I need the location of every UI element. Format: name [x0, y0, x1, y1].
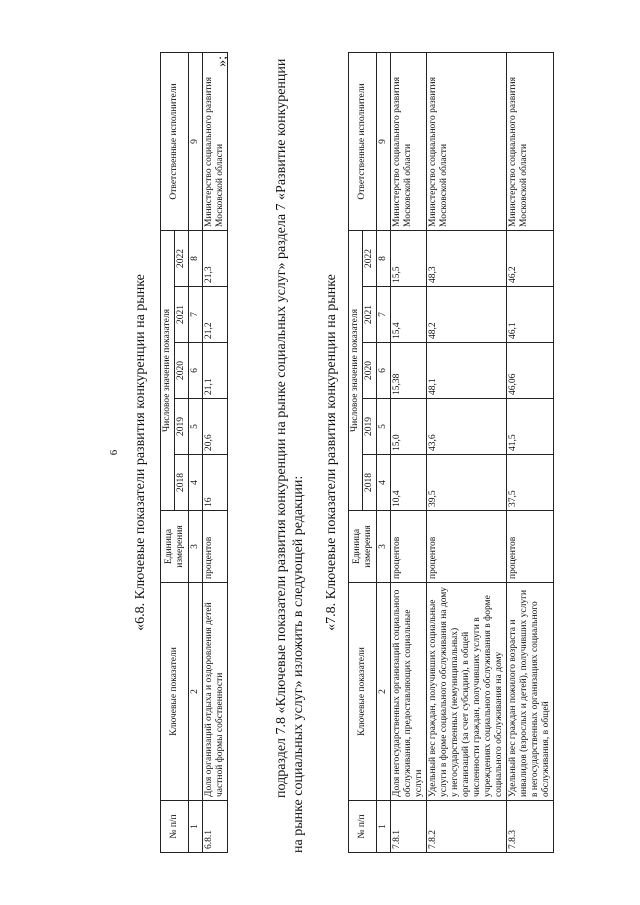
header-indicator: Ключевые показатели [349, 583, 377, 801]
row-unit: процентов [427, 511, 507, 583]
col-number: 6 [377, 343, 391, 399]
col-number: 7 [377, 287, 391, 343]
row-value: 48,1 [427, 343, 507, 399]
header-year: 2020 [363, 343, 377, 399]
header-values-group: Числовое значение показателя [349, 231, 363, 511]
row-num: 7.8.2 [427, 801, 507, 853]
table-7-8 [348, 52, 554, 853]
header-responsible: Ответственные исполнители [349, 53, 377, 231]
row-responsible: Министерство социального развития Московской области [203, 53, 228, 231]
row-indicator: Доля негосударственных организаций социального обслуживания, предоставляющих социальные услуги [391, 583, 427, 801]
col-number: 8 [377, 231, 391, 287]
row-value: 37,5 [507, 455, 554, 511]
row-value: 15,4 [391, 287, 427, 343]
header-unit: Единица измерения [161, 511, 189, 583]
col-number: 5 [377, 399, 391, 455]
table-row [391, 53, 427, 853]
row-value: 48,2 [427, 287, 507, 343]
row-value: 41,5 [507, 399, 554, 455]
row-value: 21,3 [203, 231, 228, 287]
amendment-paragraph: подраздел 7.8 «Ключевые показатели развития конкуренции на рынке социальных услуг» раздела 7 «Развитие конкуренции на рынке социальных услуг» изложить в следующей редакции: [274, 58, 306, 853]
col-number: 8 [189, 231, 203, 287]
col-number: 7 [189, 287, 203, 343]
row-value: 21,1 [203, 343, 228, 399]
header-year: 2019 [363, 399, 377, 455]
row-value: 46,2 [507, 231, 554, 287]
row-value: 15,5 [391, 231, 427, 287]
header-year: 2021 [175, 287, 189, 343]
row-unit: процентов [203, 511, 228, 583]
col-number: 1 [189, 801, 203, 853]
header-unit: Единица измерения [349, 511, 377, 583]
table-row [427, 53, 507, 853]
header-num: № п/п [161, 801, 189, 853]
page-number: 6 [108, 449, 120, 456]
col-number: 3 [377, 511, 391, 583]
header-year: 2022 [363, 231, 377, 287]
col-number: 6 [189, 343, 203, 399]
row-num: 6.8.1 [203, 801, 228, 853]
row-value: 39,5 [427, 455, 507, 511]
header-year: 2022 [175, 231, 189, 287]
col-number: 3 [189, 511, 203, 583]
row-value: 10,4 [391, 455, 427, 511]
header-num: № п/п [349, 801, 377, 853]
table-row [507, 53, 554, 853]
header-year: 2021 [363, 287, 377, 343]
row-value: 15,38 [391, 343, 427, 399]
row-value: 16 [203, 455, 228, 511]
col-number: 9 [189, 53, 203, 231]
header-year: 2019 [175, 399, 189, 455]
col-number: 9 [377, 53, 391, 231]
row-value: 46,06 [507, 343, 554, 399]
row-unit: процентов [507, 511, 554, 583]
table-row [203, 53, 228, 853]
header-responsible: Ответственные исполнители [161, 53, 189, 231]
header-year: 2018 [363, 455, 377, 511]
col-number: 4 [189, 455, 203, 511]
row-value: 46,1 [507, 287, 554, 343]
header-year: 2018 [175, 455, 189, 511]
row-value: 20,6 [203, 399, 228, 455]
row-value: 48,3 [427, 231, 507, 287]
quote-close: »; [215, 56, 230, 67]
row-value: 15,0 [391, 399, 427, 455]
header-values-group: Числовое значение показателя [161, 231, 175, 511]
header-year: 2020 [175, 343, 189, 399]
row-responsible: Министерство социального развития Московской области [391, 53, 427, 231]
table-6-8 [160, 52, 228, 853]
section-heading-7-8: «7.8. Ключевые показатели развития конкуренции на рынке [324, 274, 339, 631]
row-unit: процентов [391, 511, 427, 583]
row-indicator: Доля организаций отдыха и оздоровления детей частной формы собственности [203, 583, 228, 801]
row-responsible: Министерство социального развития Московской области [507, 53, 554, 231]
row-indicator: Удельный вес граждан пожилого возраста и инвалидов (взрослых и детей), получивших услуги в негосударственных организациях социального обслуживания, в общей [507, 583, 554, 801]
row-num: 7.8.3 [507, 801, 554, 853]
col-number: 2 [189, 583, 203, 801]
col-number: 2 [377, 583, 391, 801]
col-number: 4 [377, 455, 391, 511]
row-value: 21,2 [203, 287, 228, 343]
row-indicator: Удельный вес граждан, получивших социальные услуги в форме социального обслуживания на дому у негосударственных (немуниципальных) организаций (за счет субсидии), в общей численности граждан, получивших услуги в учреждениях социального обслуживания в форме социального обслуживания на дому [427, 583, 507, 801]
row-responsible: Министерство социального развития Московской области [427, 53, 507, 231]
row-num: 7.8.1 [391, 801, 427, 853]
header-indicator: Ключевые показатели [161, 583, 189, 801]
section-heading-6-8: «6.8. Ключевые показатели развития конкуренции на рынке [133, 274, 148, 631]
col-number: 1 [377, 801, 391, 853]
row-value: 43,6 [427, 399, 507, 455]
col-number: 5 [189, 399, 203, 455]
